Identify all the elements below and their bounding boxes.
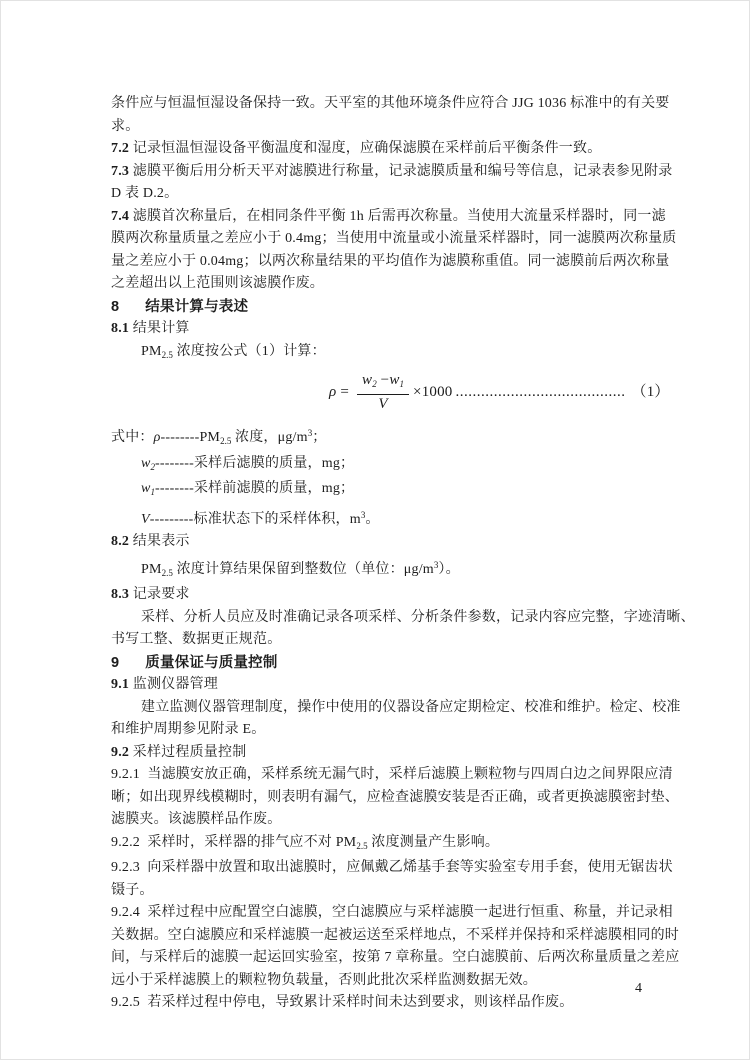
text-run: 求。 xyxy=(111,118,140,134)
text-run: 式中： xyxy=(111,430,154,445)
text-run: 条件应与恒温恒湿设备保持一致。天平室的其他环境条件应符合 JJG 1036 标准中的有关要 xyxy=(111,96,670,111)
text-run: 2.5 xyxy=(161,567,173,578)
text-run: = xyxy=(336,383,353,400)
text-run: 滤膜平衡后用分析天平对滤膜进行称量，记录滤膜质量和编号等信息，记录表参见附录 xyxy=(129,163,673,179)
text-run: 9.2.2 xyxy=(111,834,140,850)
text-line xyxy=(111,318,649,341)
text-run: ρ xyxy=(153,430,161,445)
text-run: 2 xyxy=(150,461,156,472)
text-run: 膜两次称量质量之差应小于 0.4mg；当使用中流量或小流量采样器时，同一滤膜两次称量质 xyxy=(111,231,677,246)
text-run: 书写工整、数据更正规范。 xyxy=(111,632,282,647)
text-run: 9.2.4 xyxy=(111,905,140,920)
text-run: 8 xyxy=(111,298,120,315)
text-line xyxy=(111,764,673,787)
text-run: --------采样后滤膜的质量，mg； xyxy=(155,455,355,471)
formula-equation xyxy=(111,371,670,413)
text-run: 9.2.3 xyxy=(111,860,140,875)
text-run: 8.3 xyxy=(111,587,130,602)
text-run: 7.2 xyxy=(111,141,130,156)
text-run: 晰；如出现界线模糊时，则表明有漏气，应检查滤膜安装是否正确，或者更换滤膜密封垫、 xyxy=(111,789,679,805)
text-line xyxy=(111,453,649,479)
text-line xyxy=(111,925,679,948)
text-line xyxy=(111,93,670,116)
document-body xyxy=(111,93,695,1015)
text-line xyxy=(111,787,679,810)
text-run: V xyxy=(378,396,388,412)
text-run: 间，与采样后的滤膜一起运回实验室，按第 7 章称量。空白滤膜前、后两次称量质量之差应 xyxy=(111,950,680,965)
text-run: 1 xyxy=(150,487,156,497)
text-line xyxy=(111,161,673,184)
text-run: 。 xyxy=(365,511,380,527)
text-run: 建立监测仪器管理制度，操作中使用的仪器设备应定期检定、校准和维护。检定、校准 xyxy=(141,699,681,715)
text-run: 9 xyxy=(111,654,120,671)
text-run: 记录恒温恒湿设备平衡温度和湿度，应确保滤膜在采样前后平衡条件一致。 xyxy=(129,141,602,156)
text-run: 3 xyxy=(360,509,366,520)
text-line xyxy=(111,273,649,296)
text-run: 记录要求 xyxy=(129,587,190,602)
text-run: PM xyxy=(141,561,162,577)
text-run: 8.1 xyxy=(111,321,130,336)
text-run: 3 xyxy=(433,559,439,570)
text-run: 3 xyxy=(307,428,313,438)
fraction xyxy=(357,371,409,413)
text-run: 量之差应小于 0.04mg；以两次称量结果的平均值作为滤膜称重值。同一滤膜前后两次称量 xyxy=(111,253,670,269)
text-line xyxy=(111,880,649,903)
page-number: 4 xyxy=(635,981,642,996)
text-run: ρ xyxy=(329,383,337,400)
text-line xyxy=(111,554,649,585)
text-run: 远小于采样滤膜上的颗粒物负载量，否则此批次采样监测数据无效。 xyxy=(111,972,537,988)
text-run: 9.2.1 xyxy=(111,767,140,782)
text-run: 9.2.5 xyxy=(111,995,140,1010)
formula-multiplier xyxy=(413,381,452,404)
text-line xyxy=(111,674,649,697)
text-line xyxy=(111,832,649,858)
text-run: 结果表示 xyxy=(129,534,190,549)
text-run: 镊子。 xyxy=(111,882,154,898)
text-line xyxy=(111,857,673,880)
text-run: 采样、分析人员应及时准确记录各项采样、分析条件参数，记录内容应完整，字迹清晰、 xyxy=(141,609,695,625)
text-run: 质量保证与质量控制 xyxy=(145,654,278,671)
text-run: w xyxy=(361,372,373,388)
text-run: w xyxy=(141,481,151,496)
text-line xyxy=(111,947,680,970)
text-run: -------- xyxy=(160,430,200,445)
text-line xyxy=(111,341,649,367)
text-line xyxy=(111,629,649,652)
text-run: ）。 xyxy=(438,561,460,577)
text-run: 当滤膜安放正确，采样系统无漏气时，采样后滤膜上颗粒物与四周白边之间界限应清 xyxy=(140,767,673,782)
text-line xyxy=(111,228,677,251)
text-run: w xyxy=(389,372,400,388)
text-line xyxy=(111,531,649,554)
text-line xyxy=(111,607,695,630)
text-run: PM xyxy=(199,430,221,445)
text-run: 2 xyxy=(372,379,377,389)
text-line xyxy=(111,206,666,229)
fraction-numerator xyxy=(357,371,409,395)
text-line xyxy=(111,504,649,532)
text-run: 结果计算 xyxy=(129,321,190,336)
text-line xyxy=(111,422,649,453)
section-heading xyxy=(111,296,649,319)
text-run: 浓度测量产生影响。 xyxy=(367,834,500,850)
text-line xyxy=(111,478,649,504)
text-run: 采样过程质量控制 xyxy=(129,744,247,760)
text-run: 7.3 xyxy=(111,163,130,179)
text-run: --------采样前滤膜的质量，mg； xyxy=(155,481,355,496)
text-run: 浓度，μg/m xyxy=(231,430,308,445)
text-run: 向采样器中放置和取出滤膜时，应佩戴乙烯基手套等实验室专用手套，使用无锯齿状 xyxy=(140,860,673,875)
text-run: 采样过程中应配置空白滤膜，空白滤膜应与采样滤膜一起进行恒重、称量，并记录相 xyxy=(140,905,673,920)
text-run: 7.4 xyxy=(111,208,130,224)
text-run: 滤膜首次称量后，在相同条件平衡 1h 后需再次称量。当使用大流量采样器时，同一滤 xyxy=(129,208,666,224)
text-run: 9.2 xyxy=(111,744,130,760)
text-line xyxy=(111,742,649,765)
text-run: 关数据。空白滤膜应和采样滤膜一起被运送至采样地点，不采样并保持和采样滤膜相同的时 xyxy=(111,927,679,943)
text-run: 结果计算与表述 xyxy=(145,298,249,315)
text-run: 2.5 xyxy=(356,840,368,851)
text-run: 监测仪器管理 xyxy=(129,677,219,692)
text-run: w xyxy=(141,455,151,471)
text-line xyxy=(111,902,673,925)
text-run: ×1000 xyxy=(413,383,453,400)
text-run: 浓度按公式（1）计算： xyxy=(172,343,326,359)
equation-number: （1） xyxy=(631,383,670,400)
text-run: PM xyxy=(141,343,162,359)
formula-lhs xyxy=(329,381,353,404)
text-run: ---------标准状态下的采样体积，m xyxy=(149,511,361,527)
text-line xyxy=(111,809,649,832)
text-run: 2.5 xyxy=(161,349,173,360)
text-run: 2.5 xyxy=(220,436,232,446)
text-run: 滤膜夹。该滤膜样品作废。 xyxy=(111,812,282,827)
text-line xyxy=(111,138,649,161)
text-line xyxy=(111,116,649,139)
text-run: 和维护周期参见附录 E。 xyxy=(111,722,266,737)
text-run: 若采样过程中停电，导致累计采样时间未达到要求，则该样品作废。 xyxy=(140,995,574,1010)
text-run: ； xyxy=(312,430,327,445)
text-run: − xyxy=(376,372,390,388)
text-line xyxy=(111,697,681,720)
section-heading xyxy=(111,652,649,675)
text-run: 1 xyxy=(399,379,405,389)
text-run: 8.2 xyxy=(111,534,130,549)
fraction-denominator xyxy=(378,395,387,413)
text-line xyxy=(111,584,649,607)
text-line xyxy=(111,251,670,274)
text-run: 9.1 xyxy=(111,677,130,692)
dot-leader: ........................................ xyxy=(455,383,626,400)
text-run: V xyxy=(141,511,150,527)
text-run: D 表 D.2。 xyxy=(111,186,179,201)
text-run: 采样时，采样器的排气应不对 PM xyxy=(140,834,357,850)
text-line xyxy=(111,719,649,742)
text-line xyxy=(111,183,649,206)
text-run: 浓度计算结果保留到整数位（单位：μg/m xyxy=(172,561,434,577)
text-run: 之差超出以上范围则该滤膜作废。 xyxy=(111,276,324,291)
